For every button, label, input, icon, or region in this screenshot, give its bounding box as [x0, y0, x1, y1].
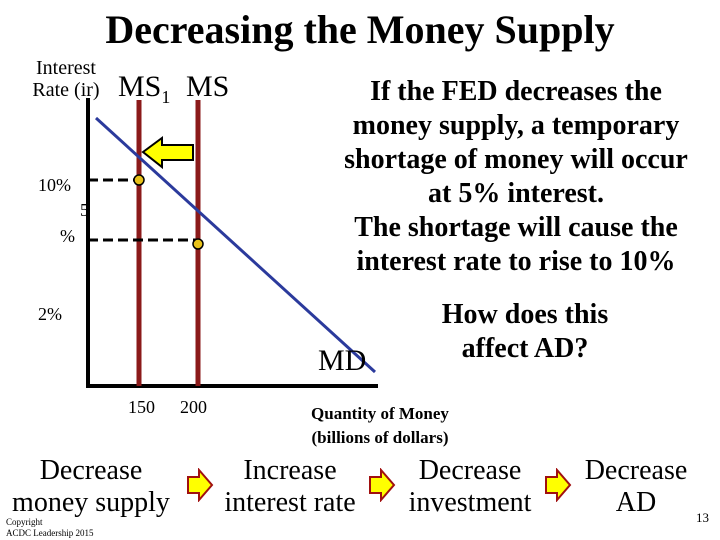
y-tick-5-digit: 5	[80, 200, 89, 220]
equilibrium-point-new	[134, 175, 144, 185]
chain-step-line1: Decrease	[418, 455, 522, 486]
y-tick-5-percent: %	[60, 226, 75, 246]
x-axis-label-line1: Quantity of Money	[311, 404, 449, 423]
copyright-line1: Copyright	[6, 517, 43, 527]
chain-step-line1: Decrease	[584, 455, 688, 486]
chain-step-decrease-investment	[400, 455, 540, 519]
chain-step-line2: interest rate	[224, 487, 356, 518]
explanation-text	[312, 75, 720, 279]
question-line: How does this	[441, 299, 609, 330]
chain-step-line2: investment	[408, 487, 532, 518]
page-title: Decreasing the Money Supply	[105, 7, 615, 52]
chain-arrow-icon	[368, 468, 396, 502]
explanation-line: at 5% interest.	[428, 178, 604, 209]
chain-step-increase-interest-rate	[212, 455, 368, 519]
x-tick-200: 200	[180, 397, 207, 417]
chain-step-line1: Decrease	[39, 455, 143, 486]
explanation-line: If the FED decreases the	[370, 76, 662, 107]
y-axis-label-line2: Rate (ir)	[32, 79, 100, 101]
ms-label: MS	[186, 70, 230, 103]
copyright-notice	[6, 517, 94, 539]
y-tick-10: 10%	[38, 175, 71, 195]
question-line: affect AD?	[461, 333, 589, 364]
chain-step-line1: Increase	[243, 455, 337, 486]
chain-arrow-icon	[544, 468, 572, 502]
x-tick-150: 150	[128, 397, 155, 417]
y-axis-label-line1: Interest	[36, 57, 96, 79]
explanation-line: The shortage will cause the	[354, 212, 678, 243]
chain-step-line2: money supply	[12, 487, 170, 518]
explanation-line: money supply, a temporary	[352, 110, 680, 141]
chain-step-decrease-money-supply	[0, 455, 182, 519]
question-text	[430, 298, 620, 366]
x-axis-label-line2: (billions of dollars)	[311, 428, 449, 447]
ms1-label-main: MS	[118, 70, 162, 103]
page-number: 13	[696, 510, 709, 525]
explanation-line: interest rate to rise to 10%	[356, 246, 676, 277]
explanation-line: shortage of money will occur	[344, 144, 688, 175]
ms1-label-subscript: 1	[161, 87, 171, 107]
x-axis-label	[290, 402, 470, 450]
chain-step-line2: AD	[615, 487, 657, 518]
y-tick-2: 2%	[38, 304, 62, 324]
copyright-line2: ACDC Leadership 2015	[6, 528, 94, 538]
supply-shift-arrow-icon	[143, 138, 193, 167]
md-label: MD	[318, 344, 367, 377]
chain-arrow-icon	[186, 468, 214, 502]
chain-step-decrease-ad	[574, 455, 698, 519]
equilibrium-point-original	[193, 239, 203, 249]
